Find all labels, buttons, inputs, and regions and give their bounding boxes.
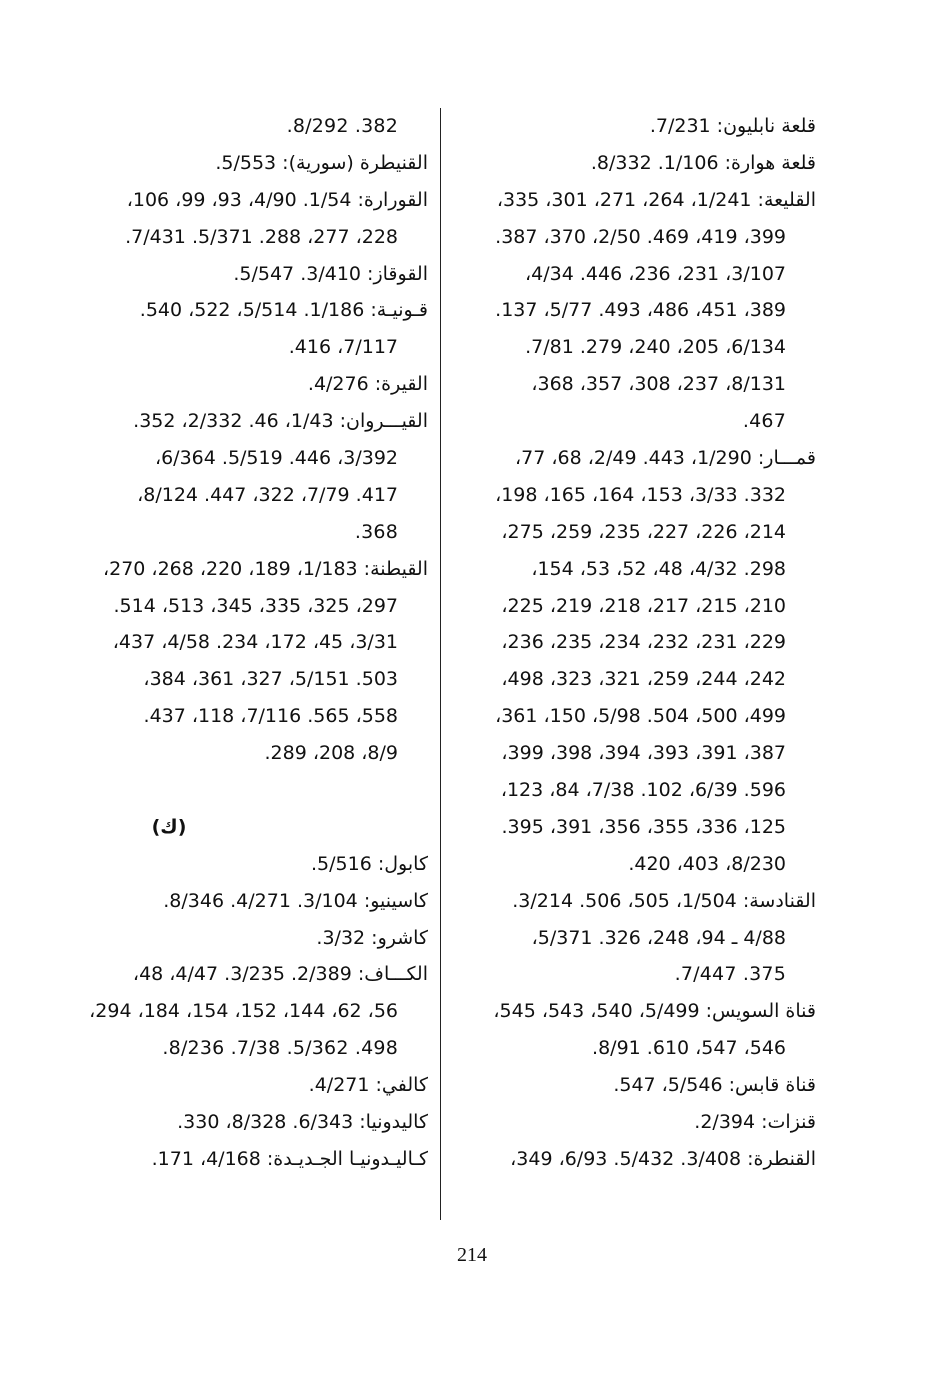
- index-entry-continuation: 6/134، 205، 240، 279. 7/81.: [525, 336, 786, 359]
- index-entry: كاليدونيا: 6/343. 8/328، 330.: [177, 1111, 428, 1134]
- index-entry-continuation: 3/392، 446. 5/519. 6/364،: [154, 447, 398, 470]
- index-entry-continuation: 503. 5/151، 327، 361، 384،: [143, 668, 398, 691]
- index-entry-continuation: 210، 215، 217، 218، 219، 225،: [501, 594, 786, 617]
- index-entry-continuation: 8/230، 403، 420.: [628, 852, 786, 875]
- section-letter-heading: (ك): [151, 815, 187, 838]
- index-entry: قـونيـة: 1/186. 5/514، 522، 540.: [139, 299, 428, 322]
- index-entry-continuation: 229، 231، 232، 234، 235، 236،: [501, 631, 786, 654]
- index-entry-continuation: 3/107، 231، 236، 446. 4/34،: [525, 262, 786, 285]
- index-entry-continuation: 8/9، 208، 289.: [264, 742, 398, 765]
- index-entry-continuation: 596. 6/39، 102. 7/38، 84، 123،: [500, 779, 786, 802]
- index-entry-continuation: 8/131، 237، 308، 357، 368،: [531, 373, 786, 396]
- index-entry: قناة قابس: 5/546، 547.: [613, 1074, 816, 1097]
- column-divider: [440, 108, 441, 1220]
- index-entry: القيرة: 4/276.: [307, 373, 428, 396]
- index-entry: قلعة هوارة: 1/106. 8/332.: [590, 151, 816, 174]
- index-entry: القوقاز: 3/410. 5/547.: [233, 262, 428, 285]
- page-number: 214: [457, 1244, 487, 1266]
- index-entry-continuation: 3/31، 45، 172، 234. 4/58، 437،: [112, 631, 398, 654]
- index-entry: القيطنة: 1/183، 189، 220، 268، 270،: [102, 557, 428, 580]
- index-entry-continuation: 558، 565. 7/116، 118، 437.: [143, 705, 398, 728]
- index-entry-continuation: 387، 391، 393، 394، 398، 399،: [501, 742, 786, 765]
- index-entry: الكـــاف: 2/389. 3/235. 4/47، 48،: [132, 963, 428, 986]
- index-entry: قلعة نابليون: 7/231.: [649, 115, 816, 137]
- index-entry: كالفي: 4/271.: [308, 1074, 428, 1097]
- index-entry-continuation: 546، 547، 610. 8/91.: [592, 1037, 786, 1060]
- index-entry: كاشرو: 3/32.: [316, 926, 428, 949]
- index-entry: قنزات: 2/394.: [694, 1111, 816, 1134]
- index-entry-continuation: 214، 226، 227، 235، 259، 275،: [501, 520, 786, 543]
- index-entry-continuation: 7/117، 416.: [288, 336, 398, 359]
- index-entry-continuation: 368.: [354, 520, 398, 543]
- index-entry-continuation: 332. 3/33، 153، 164، 165، 198،: [495, 483, 786, 506]
- index-entry-continuation: 498. 5/362. 7/38. 8/236.: [162, 1037, 398, 1060]
- index-entry: القنادسة: 1/504، 505، 506. 3/214.: [512, 889, 816, 912]
- index-entry-continuation: 499، 500، 504. 5/98، 150، 361،: [495, 705, 786, 728]
- index-entry: كابول: 5/516.: [311, 852, 428, 875]
- index-entry-continuation: 298. 4/32، 48، 52، 53، 154،: [531, 557, 786, 580]
- blank-line: [60, 772, 428, 809]
- index-entry-continuation: 417. 7/79، 322، 447. 8/124،: [137, 483, 398, 506]
- right-index-column: [444, 108, 816, 1178]
- index-entry-continuation: 297، 325، 335، 345، 513، 514.: [113, 594, 398, 617]
- index-entry-continuation: 228، 277، 288. 5/371. 7/431.: [125, 225, 398, 248]
- index-entry-continuation: 389، 451، 486، 493. 5/77، 137.: [495, 299, 786, 322]
- index-entry: القورارة: 1/54. 4/90، 93، 99، 106،: [126, 188, 428, 211]
- index-entry: كاسينيو: 3/104. 4/271. 8/346.: [163, 889, 428, 912]
- index-entry: كـاليـدونيـا الجـديـدة: 4/168، 171.: [151, 1147, 428, 1170]
- index-entry-continuation: 375. 7/447.: [674, 963, 786, 986]
- index-entry: القيـــروان: 1/43، 46. 2/332، 352.: [133, 410, 428, 433]
- index-entry: قناة السويس: 5/499، 540، 543، 545،: [493, 1000, 816, 1023]
- left-index-column: [60, 108, 428, 1178]
- index-entry-continuation: 382. 8/292.: [286, 115, 398, 137]
- index-entry: القليعة: 1/241، 264، 271، 301، 335،: [496, 188, 816, 211]
- index-entry: القنيطرة (سورية): 5/553.: [215, 151, 428, 174]
- index-entry-continuation: 399، 419، 469. 2/50، 370، 387.: [495, 225, 786, 248]
- index-entry: قمـــار: 1/290، 443. 2/49، 68، 77،: [515, 447, 816, 470]
- index-entry-continuation: 467.: [742, 410, 786, 433]
- index-entry-continuation: 56، 62، 144، 152، 154، 184، 294،: [89, 1000, 398, 1023]
- index-entry: القنطرة: 3/408. 5/432. 6/93، 349،: [510, 1147, 816, 1170]
- index-entry-continuation: 242، 244، 259، 321، 323، 498،: [501, 668, 786, 691]
- index-entry-continuation: 125، 336، 355، 356، 391، 395.: [501, 815, 786, 838]
- index-entry-continuation: 4/88 ـ 94، 248، 326. 5/371،: [531, 926, 786, 949]
